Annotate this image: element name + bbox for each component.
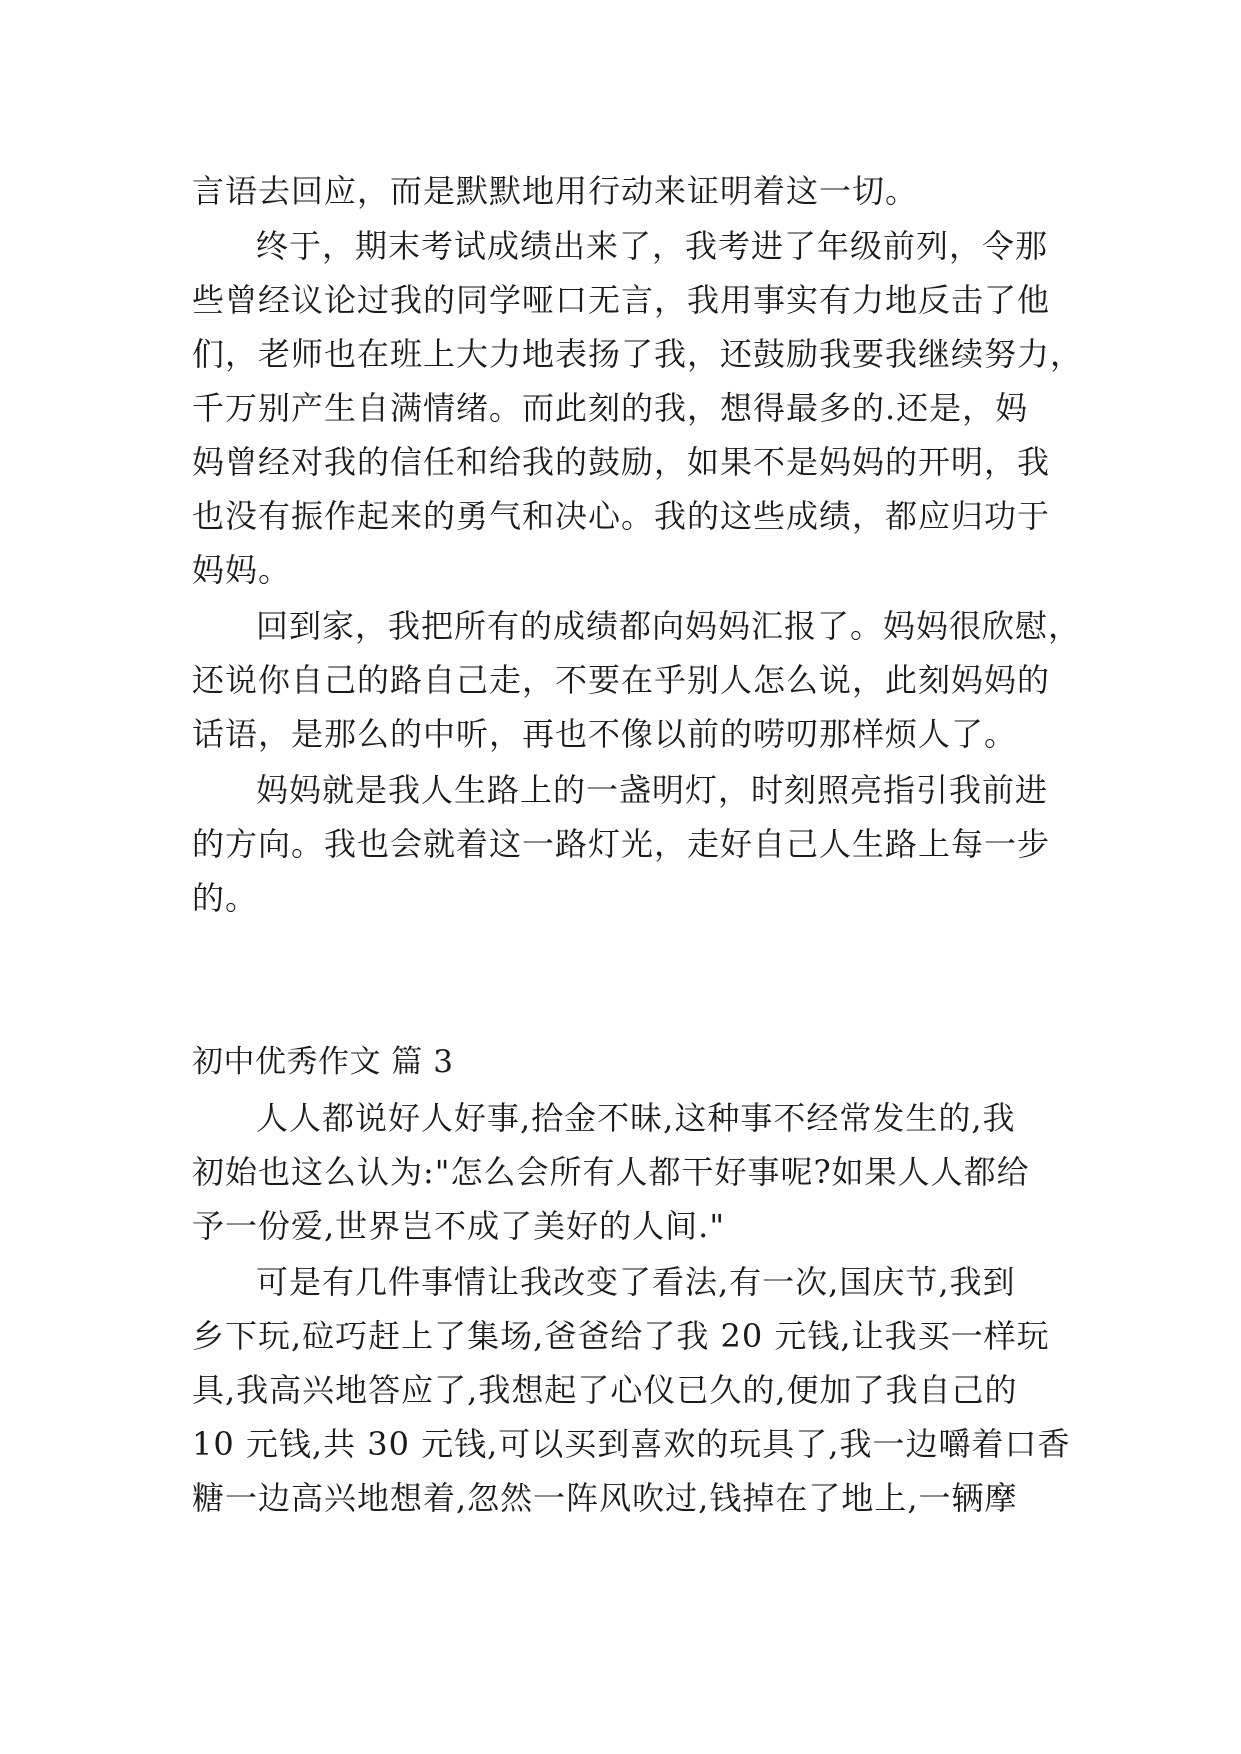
paragraph-first-line: 终于，期末考试成绩出来了，我考进了年级前列，令那 xyxy=(256,227,1049,265)
text-line: 的方向。我也会就着这一路灯光，走好自己人生路上每一步 xyxy=(192,825,1051,863)
text-line: 些曾经议论过我的同学哑口无言，我用事实有力地反击了他 xyxy=(192,281,1051,319)
text-line: 初始也这么认为:"怎么会所有人都干好事呢?如果人人都给 xyxy=(192,1153,1030,1191)
paragraph-first-line: 可是有几件事情让我改变了看法,有一次,国庆节,我到 xyxy=(256,1263,1016,1301)
text-line: 乡下玩,砬巧赶上了集场,爸爸给了我 20 元钱,让我买一样玩 xyxy=(192,1317,1050,1355)
text-line: 还说你自己的路自己走，不要在乎别人怎么说，此刻妈妈的 xyxy=(192,661,1051,699)
text-line: 予一份爱,世界岂不成了美好的人间." xyxy=(192,1207,726,1245)
text-line: 妈曾经对我的信任和给我的鼓励，如果不是妈妈的开明，我 xyxy=(192,443,1051,481)
text-line: 10 元钱,共 30 元钱,可以买到喜欢的玩具了,我一边嚼着口香 xyxy=(192,1425,1071,1463)
text-line: 妈妈。 xyxy=(192,551,292,589)
paragraph-first-line: 妈妈就是我人生路上的一盏明灯，时刻照亮指引我前进 xyxy=(256,771,1049,809)
text-line: 具,我高兴地答应了,我想起了心仪已久的,便加了我自己的 xyxy=(192,1371,1018,1409)
paragraph-first-line: 人人都说好人好事,拾金不昧,这种事不经常发生的,我 xyxy=(256,1099,1016,1137)
section-heading: 初中优秀作文 篇 3 xyxy=(192,1044,454,1080)
paragraph-first-line: 回到家，我把所有的成绩都向妈妈汇报了。妈妈很欣慰， xyxy=(256,607,1082,645)
text-line: 也没有振作起来的勇气和决心。我的这些成绩，都应归功于 xyxy=(192,497,1051,535)
text-line: 话语，是那么的中听，再也不像以前的唠叨那样烦人了。 xyxy=(192,715,1018,753)
text-line: 言语去回应，而是默默地用行动来证明着这一切。 xyxy=(192,172,919,210)
text-line: 糖一边高兴地想着,忽然一阵风吹过,钱掉在了地上,一辆摩 xyxy=(192,1479,1018,1517)
text-line: 的。 xyxy=(192,879,259,917)
text-line: 千万别产生自满情绪。而此刻的我，想得最多的.还是，妈 xyxy=(192,389,1029,427)
text-line: 们，老师也在班上大力地表扬了我，还鼓励我要我继续努力， xyxy=(192,335,1084,373)
